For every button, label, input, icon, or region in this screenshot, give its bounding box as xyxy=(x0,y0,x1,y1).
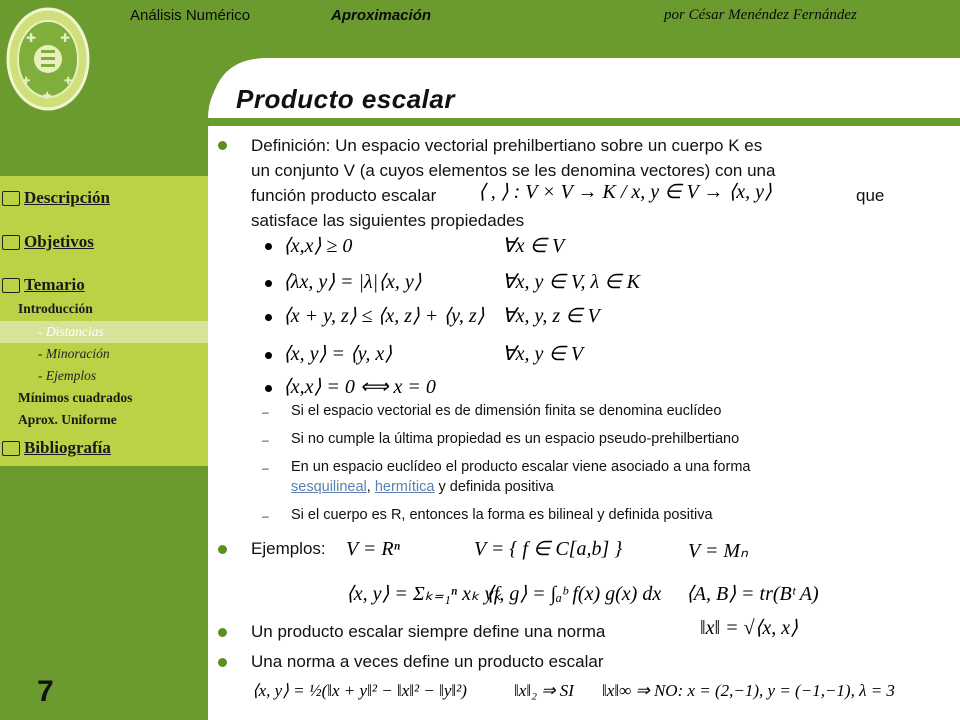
svg-text:✚: ✚ xyxy=(60,31,71,45)
property-dot xyxy=(265,314,272,321)
svg-text:✚: ✚ xyxy=(26,31,37,45)
property-1: ⟨x,x⟩ ≥ 0 xyxy=(283,235,353,257)
svg-text:✚: ✚ xyxy=(43,91,52,102)
nav-objetivos-label: Objetivos xyxy=(24,232,94,251)
property-3: ⟨x + y, z⟩ ≤ ⟨x, z⟩ + ⟨y, z⟩ xyxy=(283,305,485,327)
nav-descripcion-label: Descripción xyxy=(24,188,110,207)
slide-title: Producto escalar xyxy=(236,84,455,114)
example-mn: V = Mₙ xyxy=(688,540,748,562)
property-dot xyxy=(265,385,272,392)
nav-temario-label: Temario xyxy=(24,275,85,294)
author-name: por César Menéndez Fernández xyxy=(664,7,857,23)
property-3-quantifier: ∀x, y, z ∈ V xyxy=(502,305,600,327)
property-5: ⟨x,x⟩ = 0 ⟺ x = 0 xyxy=(283,376,436,398)
definition-line-2: un conjunto V (a cuyos elementos se les denomina vectores) con una xyxy=(251,161,776,180)
svg-text:✚: ✚ xyxy=(22,76,31,87)
definition-line-3a: función producto escalar xyxy=(251,186,437,205)
dash-icon: – xyxy=(262,509,269,523)
property-4-quantifier: ∀x, y ∈ V xyxy=(502,343,584,365)
bullet-icon xyxy=(218,628,227,637)
note-forma-end: y definida positiva xyxy=(438,479,554,495)
checkbox-icon xyxy=(2,278,20,293)
definition-line-4: satisface las siguientes propiedades xyxy=(251,211,525,230)
note-forma: En un espacio euclídeo el producto escalar viene asociado a una forma xyxy=(291,459,751,475)
nav-ejemplos[interactable]: - Ejemplos xyxy=(38,368,97,383)
property-dot xyxy=(265,352,272,359)
nav-distancias[interactable]: - Distancias xyxy=(38,324,104,339)
dash-icon: – xyxy=(262,461,269,475)
property-1-quantifier: ∀x ∈ V xyxy=(502,235,565,257)
comma: , xyxy=(366,479,371,495)
bullet-icon xyxy=(218,545,227,554)
ejemplos-label: Ejemplos: xyxy=(251,539,326,558)
bullet-icon xyxy=(218,141,227,150)
formula-paralelogramo: ⟨x, y⟩ = ½(‖x + y‖² − ‖x‖² − ‖y‖²) xyxy=(252,681,467,700)
example-rn: V = Rⁿ xyxy=(346,538,400,560)
nav-aprox-uniforme[interactable]: Aprox. Uniforme xyxy=(18,412,117,427)
nav-active-highlight xyxy=(0,321,208,343)
svg-text:✚: ✚ xyxy=(64,76,73,87)
bullet-icon xyxy=(218,658,227,667)
nav-bibliografia[interactable] xyxy=(2,438,111,458)
nav-bibliografia-label: Bibliografía xyxy=(24,438,111,457)
definition-line-3b: que xyxy=(856,186,885,205)
nav-objetivos[interactable] xyxy=(2,232,94,252)
university-seal-icon xyxy=(4,4,92,114)
checkbox-icon xyxy=(2,235,20,250)
property-dot xyxy=(265,280,272,287)
note-bilineal: Si el cuerpo es R, entonces la forma es bilineal y definida positiva xyxy=(291,507,713,523)
example-inner-cab: ⟨f, g⟩ = ∫ₐᵇ f(x) g(x) dx xyxy=(486,583,662,605)
checkbox-icon xyxy=(2,191,20,206)
norma-define: Un producto escalar siempre define una norma xyxy=(251,622,606,641)
nav-minimos-cuadrados[interactable]: Mínimos cuadrados xyxy=(18,390,133,405)
formula-norma2: ‖x‖₂ ⇒ SI xyxy=(514,681,574,700)
note-forma-line2 xyxy=(291,478,554,497)
property-2: ⟨λx, y⟩ = |λ|⟨x, y⟩ xyxy=(283,271,422,293)
dash-icon: – xyxy=(262,433,269,447)
property-2-quantifier: ∀x, y ∈ V, λ ∈ K xyxy=(502,271,640,293)
property-4: ⟨x, y⟩ = ⟨y, x⟩ xyxy=(283,343,393,365)
course-name: Análisis Numérico xyxy=(130,7,251,24)
formula-funcion: ⟨ , ⟩ : V × V → K / x, y ∈ V → ⟨x, y⟩ xyxy=(478,181,772,203)
example-inner-rn: ⟨x, y⟩ = Σₖ₌₁ⁿ xₖ yₖ xyxy=(346,583,502,605)
example-cab: V = { f ∈ C[a,b] } xyxy=(474,538,623,560)
title-rule xyxy=(152,118,960,126)
note-pseudo: Si no cumple la última propiedad es un espacio pseudo-prehilbertiano xyxy=(291,431,740,447)
checkbox-icon xyxy=(2,441,20,456)
nav-descripcion[interactable] xyxy=(2,188,110,208)
nav-temario[interactable] xyxy=(2,275,85,295)
example-inner-mn: ⟨A, B⟩ = tr(Bᵗ A) xyxy=(686,583,819,605)
link-sesquilineal[interactable]: sesquilineal xyxy=(291,479,367,495)
nav-introduccion[interactable]: Introducción xyxy=(18,301,93,316)
nav-minoracion[interactable]: - Minoración xyxy=(38,346,110,361)
definition-line-1: Definición: Un espacio vectorial prehilbertiano sobre un cuerpo K es xyxy=(251,136,763,155)
norma-producto: Una norma a veces define un producto escalar xyxy=(251,652,604,671)
link-hermitica[interactable]: hermítica xyxy=(374,479,435,495)
note-euclideo: Si el espacio vectorial es de dimensión finita se denomina euclídeo xyxy=(291,403,722,419)
chapter-name: Aproximación xyxy=(331,7,432,24)
formula-norma: ‖x‖ = √⟨x, x⟩ xyxy=(700,617,798,639)
formula-norma-inf: ‖x‖∞ ⇒ NO: x = (2,−1), y = (−1,−1), λ = 3 xyxy=(602,681,895,700)
property-dot xyxy=(265,243,272,250)
dash-icon: – xyxy=(262,405,269,419)
page-number: 7 xyxy=(37,675,54,708)
